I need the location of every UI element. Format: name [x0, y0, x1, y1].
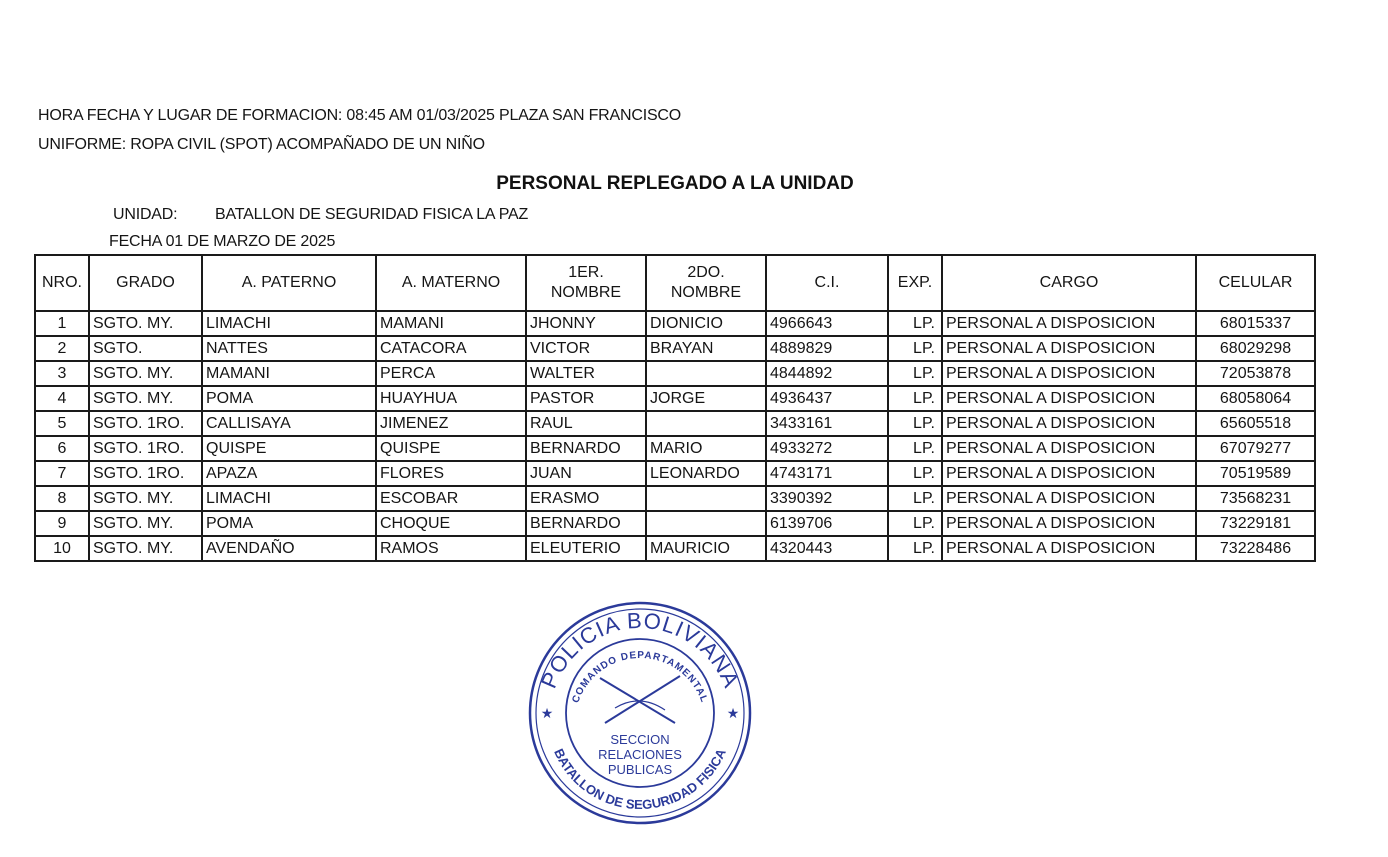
cell-celular: 73568231: [1196, 486, 1315, 511]
cell-nro: 8: [35, 486, 89, 511]
cell-celular: 73228486: [1196, 536, 1315, 561]
seal-outer-bottom-text: BATALLON DE SEGURIDAD FISICA: [551, 746, 729, 813]
col-header-grado: GRADO: [89, 255, 202, 311]
cell-nombre1: WALTER: [526, 361, 646, 386]
seal-outer-top-text: POLICIA BOLIVIANA: [535, 607, 745, 692]
cell-nombre1: ERASMO: [526, 486, 646, 511]
cell-grado: SGTO. MY.: [89, 361, 202, 386]
cell-nombre1: BERNARDO: [526, 511, 646, 536]
cell-exp: LP.: [888, 461, 942, 486]
cell-nombre1: JUAN: [526, 461, 646, 486]
cell-materno: QUISPE: [376, 436, 526, 461]
cell-grado: SGTO. 1RO.: [89, 436, 202, 461]
cell-nombre2: [646, 486, 766, 511]
cell-nombre2: [646, 361, 766, 386]
cell-materno: MAMANI: [376, 311, 526, 336]
cell-cargo: PERSONAL A DISPOSICION: [942, 361, 1196, 386]
cell-paterno: POMA: [202, 386, 376, 411]
col-header-ci: C.I.: [766, 255, 888, 311]
cell-nombre2: [646, 511, 766, 536]
cell-materno: ESCOBAR: [376, 486, 526, 511]
cell-exp: LP.: [888, 411, 942, 436]
cell-cargo: PERSONAL A DISPOSICION: [942, 511, 1196, 536]
cell-nombre2: MAURICIO: [646, 536, 766, 561]
cell-exp: LP.: [888, 336, 942, 361]
crossed-rifles-icon: [600, 676, 680, 723]
cell-materno: FLORES: [376, 461, 526, 486]
col-header-nombre2-line1: 2DO.: [687, 264, 725, 281]
cell-grado: SGTO. 1RO.: [89, 411, 202, 436]
cell-nombre2: LEONARDO: [646, 461, 766, 486]
cell-celular: 72053878: [1196, 361, 1315, 386]
cell-nro: 6: [35, 436, 89, 461]
cell-nombre1: PASTOR: [526, 386, 646, 411]
cell-cargo: PERSONAL A DISPOSICION: [942, 436, 1196, 461]
cell-exp: LP.: [888, 486, 942, 511]
cell-materno: PERCA: [376, 361, 526, 386]
table-row: [35, 311, 1315, 336]
cell-paterno: LIMACHI: [202, 486, 376, 511]
cell-ci: 4889829: [766, 336, 888, 361]
cell-cargo: PERSONAL A DISPOSICION: [942, 411, 1196, 436]
cell-ci: 3390392: [766, 486, 888, 511]
col-header-nombre1-line1: 1ER.: [568, 264, 604, 281]
col-header-celular: CELULAR: [1196, 255, 1315, 311]
cell-ci: 4320443: [766, 536, 888, 561]
seal-star-right-icon: ★: [726, 705, 740, 721]
cell-nro: 1: [35, 311, 89, 336]
cell-exp: LP.: [888, 311, 942, 336]
col-header-nombre1: [526, 255, 646, 311]
cell-nombre1: JHONNY: [526, 311, 646, 336]
table-row: [35, 411, 1315, 436]
cell-cargo: PERSONAL A DISPOSICION: [942, 486, 1196, 511]
cell-celular: 70519589: [1196, 461, 1315, 486]
cell-cargo: PERSONAL A DISPOSICION: [942, 386, 1196, 411]
cell-nombre1: ELEUTERIO: [526, 536, 646, 561]
cell-nro: 3: [35, 361, 89, 386]
cell-nombre2: [646, 411, 766, 436]
cell-ci: 4936437: [766, 386, 888, 411]
cell-ci: 4966643: [766, 311, 888, 336]
cell-paterno: MAMANI: [202, 361, 376, 386]
cell-nro: 2: [35, 336, 89, 361]
cell-paterno: APAZA: [202, 461, 376, 486]
col-header-nro: NRO.: [35, 255, 89, 311]
cell-cargo: PERSONAL A DISPOSICION: [942, 311, 1196, 336]
formation-info-line: HORA FECHA Y LUGAR DE FORMACION: 08:45 AM 01/03/2025 PLAZA SAN FRANCISCO: [38, 107, 682, 124]
cell-celular: 73229181: [1196, 511, 1315, 536]
cell-grado: SGTO. MY.: [89, 386, 202, 411]
seal-center-line2: RELACIONES: [598, 747, 682, 762]
uniform-info-line: UNIFORME: ROPA CIVIL (SPOT) ACOMPAÑADO DE UN NIÑO: [38, 136, 485, 153]
table-row: [35, 336, 1315, 361]
cell-ci: 4844892: [766, 361, 888, 386]
cell-exp: LP.: [888, 536, 942, 561]
col-header-nombre1-line2: NOMBRE: [550, 284, 622, 301]
cell-grado: SGTO. MY.: [89, 536, 202, 561]
table-row: [35, 461, 1315, 486]
seal-center-line3: PUBLICAS: [607, 762, 673, 777]
cell-paterno: AVENDAÑO: [202, 536, 376, 561]
seal-star-left-icon: ★: [540, 705, 554, 721]
cell-paterno: NATTES: [202, 336, 376, 361]
col-header-exp: EXP.: [888, 255, 942, 311]
cell-nro: 4: [35, 386, 89, 411]
cell-paterno: LIMACHI: [202, 311, 376, 336]
unit-label: UNIDAD:: [113, 206, 178, 223]
unit-row: [113, 206, 528, 224]
col-header-nombre2-line2: NOMBRE: [670, 284, 742, 301]
cell-nro: 5: [35, 411, 89, 436]
cell-nombre1: RAUL: [526, 411, 646, 436]
police-seal-stamp: [525, 598, 755, 828]
col-header-materno: A. MATERNO: [376, 255, 526, 311]
cell-nro: 9: [35, 511, 89, 536]
cell-exp: LP.: [888, 361, 942, 386]
cell-materno: JIMENEZ: [376, 411, 526, 436]
cell-grado: SGTO. MY.: [89, 311, 202, 336]
cell-ci: 6139706: [766, 511, 888, 536]
table-row: [35, 436, 1315, 461]
cell-cargo: PERSONAL A DISPOSICION: [942, 536, 1196, 561]
cell-materno: HUAYHUA: [376, 386, 526, 411]
table-row: [35, 386, 1315, 411]
cell-grado: SGTO.: [89, 336, 202, 361]
cell-cargo: PERSONAL A DISPOSICION: [942, 461, 1196, 486]
cell-celular: 65605518: [1196, 411, 1315, 436]
cell-materno: CHOQUE: [376, 511, 526, 536]
cell-nombre1: VICTOR: [526, 336, 646, 361]
cell-cargo: PERSONAL A DISPOSICION: [942, 336, 1196, 361]
personnel-table: [34, 254, 1316, 562]
table-row: [35, 536, 1315, 561]
cell-nombre2: MARIO: [646, 436, 766, 461]
cell-exp: LP.: [888, 436, 942, 461]
cell-celular: 68015337: [1196, 311, 1315, 336]
table-row: [35, 511, 1315, 536]
col-header-nombre2: [646, 255, 766, 311]
cell-ci: 3433161: [766, 411, 888, 436]
cell-celular: 68029298: [1196, 336, 1315, 361]
cell-nombre1: BERNARDO: [526, 436, 646, 461]
cell-ci: 4933272: [766, 436, 888, 461]
date-line: FECHA 01 DE MARZO DE 2025: [109, 233, 336, 250]
cell-paterno: QUISPE: [202, 436, 376, 461]
cell-grado: SGTO. 1RO.: [89, 461, 202, 486]
unit-value: BATALLON DE SEGURIDAD FISICA LA PAZ: [215, 206, 529, 223]
seal-inner-top-text: COMANDO DEPARTAMENTAL: [570, 649, 710, 705]
cell-celular: 68058064: [1196, 386, 1315, 411]
col-header-paterno: A. PATERNO: [202, 255, 376, 311]
cell-paterno: CALLISAYA: [202, 411, 376, 436]
cell-ci: 4743171: [766, 461, 888, 486]
table-row: [35, 361, 1315, 386]
document-title: PERSONAL REPLEGADO A LA UNIDAD: [496, 173, 854, 194]
cell-celular: 67079277: [1196, 436, 1315, 461]
cell-nro: 7: [35, 461, 89, 486]
cell-exp: LP.: [888, 511, 942, 536]
cell-nombre2: DIONICIO: [646, 311, 766, 336]
cell-materno: RAMOS: [376, 536, 526, 561]
seal-center-line1: SECCION: [610, 732, 670, 747]
cell-materno: CATACORA: [376, 336, 526, 361]
cell-nombre2: BRAYAN: [646, 336, 766, 361]
table-body: [35, 311, 1315, 561]
cell-grado: SGTO. MY.: [89, 486, 202, 511]
cell-grado: SGTO. MY.: [89, 511, 202, 536]
col-header-cargo: CARGO: [942, 255, 1196, 311]
table-row: [35, 486, 1315, 511]
table-header-row: [35, 255, 1315, 311]
seal-rings: [530, 603, 750, 823]
cell-nombre2: JORGE: [646, 386, 766, 411]
cell-nro: 10: [35, 536, 89, 561]
cell-exp: LP.: [888, 386, 942, 411]
cell-paterno: POMA: [202, 511, 376, 536]
